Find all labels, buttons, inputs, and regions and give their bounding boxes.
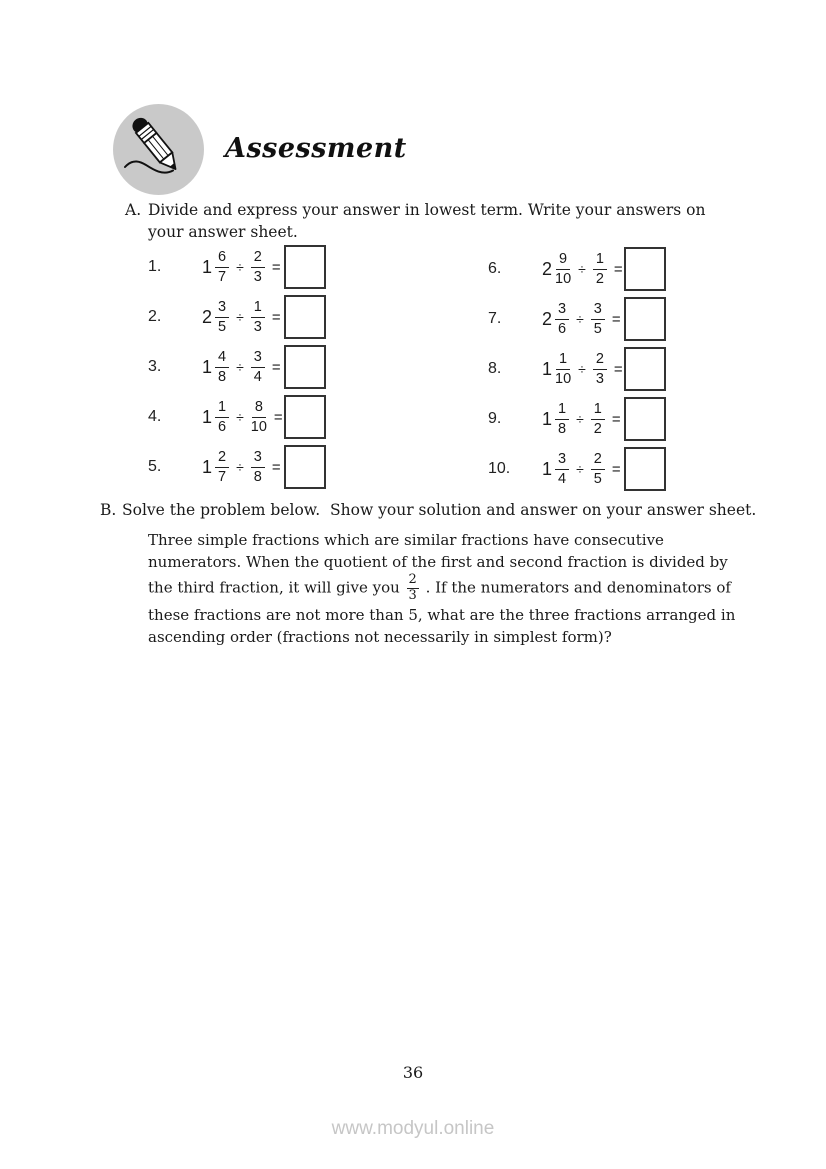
mixed-whole: 1 — [202, 356, 213, 377]
division-sign: ÷ — [578, 361, 586, 377]
equals-sign: = — [613, 360, 623, 378]
fraction: $\frac{4}{8}$ — [215, 349, 229, 384]
fraction: $\frac{3}{8}$ — [251, 449, 265, 484]
problem-expression — [202, 249, 281, 284]
problem-number: 1. — [148, 258, 162, 275]
problems-left-column — [148, 242, 326, 492]
mixed-whole: 2 — [542, 308, 553, 329]
division-sign: ÷ — [576, 461, 584, 477]
problem-row-3 — [148, 342, 326, 392]
problem-number: 5. — [148, 458, 162, 475]
pencil-icon — [113, 104, 204, 195]
division-sign: ÷ — [578, 261, 586, 277]
problem-row-4 — [148, 392, 326, 442]
fraction: $\frac{2}{7}$ — [215, 449, 229, 484]
problem-number: 2. — [148, 308, 162, 325]
page-title: Assessment — [225, 133, 407, 164]
mixed-whole: 1 — [542, 358, 553, 379]
inline-fraction: $\frac{2}{3}$ — [408, 572, 417, 603]
problem-number: 6. — [488, 260, 502, 277]
mixed-whole: 1 — [202, 456, 213, 477]
problem-expression — [202, 299, 281, 334]
mixed-whole: 2 — [542, 258, 553, 279]
section-b-instructions: Solve the problem below. Show your solution and answer on your answer sheet. — [122, 501, 757, 519]
answer-box[interactable] — [284, 345, 326, 389]
problem-expression — [202, 349, 281, 384]
section-b-label: B. — [100, 501, 117, 519]
mixed-whole: 2 — [202, 306, 213, 327]
fraction: $\frac{3}{5}$ — [215, 299, 229, 334]
problem-expression — [202, 399, 283, 434]
fraction: $\frac{8}{10}$ — [250, 399, 267, 435]
problem-number: 9. — [488, 410, 502, 427]
fraction: $\frac{3}{4}$ — [251, 349, 265, 384]
fraction: $\frac{2}{5}$ — [591, 451, 605, 486]
fraction: $\frac{6}{7}$ — [215, 249, 229, 284]
mixed-whole: 1 — [542, 458, 553, 479]
word-problem — [148, 529, 744, 648]
fraction: $\frac{3}{5}$ — [591, 301, 605, 336]
answer-box[interactable] — [624, 347, 666, 391]
watermark: www.modyul.online — [331, 1118, 495, 1139]
answer-box[interactable] — [284, 395, 326, 439]
fraction: $\frac{2}{3}$ — [593, 351, 607, 386]
problem-row-1 — [148, 242, 326, 292]
division-sign: ÷ — [576, 311, 584, 327]
division-sign: ÷ — [236, 259, 244, 275]
equals-sign: = — [271, 308, 281, 326]
division-sign: ÷ — [236, 459, 244, 475]
fraction: $\frac{1}{8}$ — [555, 401, 569, 436]
word-problem-text-1: Three simple fractions which are similar fractions have consecutive numerators. When the quotient of the first and second fraction is divided by the third fraction, it will give you — [148, 531, 728, 597]
equals-sign: = — [273, 408, 283, 426]
problem-expression — [542, 301, 621, 336]
problem-expression — [542, 351, 623, 386]
problem-row-7 — [488, 294, 666, 344]
equals-sign: = — [271, 258, 281, 276]
problem-row-8 — [488, 344, 666, 394]
fraction: $\frac{1}{6}$ — [215, 399, 229, 434]
section-b-header — [100, 499, 800, 521]
equals-sign: = — [271, 358, 281, 376]
problem-expression — [542, 251, 623, 286]
fraction: $\frac{1}{2}$ — [591, 401, 605, 436]
fraction: $\frac{3}{6}$ — [555, 301, 569, 336]
answer-box[interactable] — [624, 447, 666, 491]
equals-sign: = — [611, 460, 621, 478]
section-a-instructions: Divide and express your answer in lowest term. Write your answers on your answer sheet. — [148, 201, 711, 241]
equals-sign: = — [611, 410, 621, 428]
division-sign: ÷ — [576, 411, 584, 427]
problem-number: 4. — [148, 408, 162, 425]
fraction: $\frac{1}{10}$ — [555, 351, 572, 387]
problem-number: 10. — [488, 460, 511, 477]
fraction: $\frac{3}{4}$ — [555, 451, 569, 486]
problem-number: 8. — [488, 360, 502, 377]
fraction: $\frac{9}{10}$ — [555, 251, 572, 287]
problem-expression — [542, 451, 621, 486]
section-a-label: A. — [125, 201, 142, 219]
division-sign: ÷ — [236, 309, 244, 325]
word-problem-text-2: . If the numerators and denominators of these fractions are not more than 5, what are the three fractions arranged in ascending order (fractions not necessarily in simplest form)? — [148, 578, 736, 646]
problem-expression — [202, 449, 281, 484]
answer-box[interactable] — [624, 397, 666, 441]
mixed-whole: 1 — [202, 406, 213, 427]
answer-box[interactable] — [284, 295, 326, 339]
answer-box[interactable] — [624, 297, 666, 341]
equals-sign: = — [271, 458, 281, 476]
section-a-header — [125, 199, 737, 243]
problem-number: 3. — [148, 358, 162, 375]
fraction: $\frac{1}{3}$ — [251, 299, 265, 334]
equals-sign: = — [611, 310, 621, 328]
mixed-whole: 1 — [202, 256, 213, 277]
fraction: $\frac{2}{3}$ — [251, 249, 265, 284]
pencil-icon-svg — [113, 104, 204, 195]
problem-row-2 — [148, 292, 326, 342]
problem-row-9 — [488, 394, 666, 444]
answer-box[interactable] — [284, 445, 326, 489]
answer-box[interactable] — [624, 247, 666, 291]
problem-number: 7. — [488, 310, 502, 327]
problems-right-column — [488, 244, 666, 494]
problem-row-6 — [488, 244, 666, 294]
equals-sign: = — [613, 260, 623, 278]
division-sign: ÷ — [236, 409, 244, 425]
page-number: 36 — [402, 1063, 424, 1082]
mixed-whole: 1 — [542, 408, 553, 429]
problem-row-5 — [148, 442, 326, 492]
answer-box[interactable] — [284, 245, 326, 289]
problem-expression — [542, 401, 621, 436]
division-sign: ÷ — [236, 359, 244, 375]
problem-row-10 — [488, 444, 666, 494]
fraction: $\frac{1}{2}$ — [593, 251, 607, 286]
